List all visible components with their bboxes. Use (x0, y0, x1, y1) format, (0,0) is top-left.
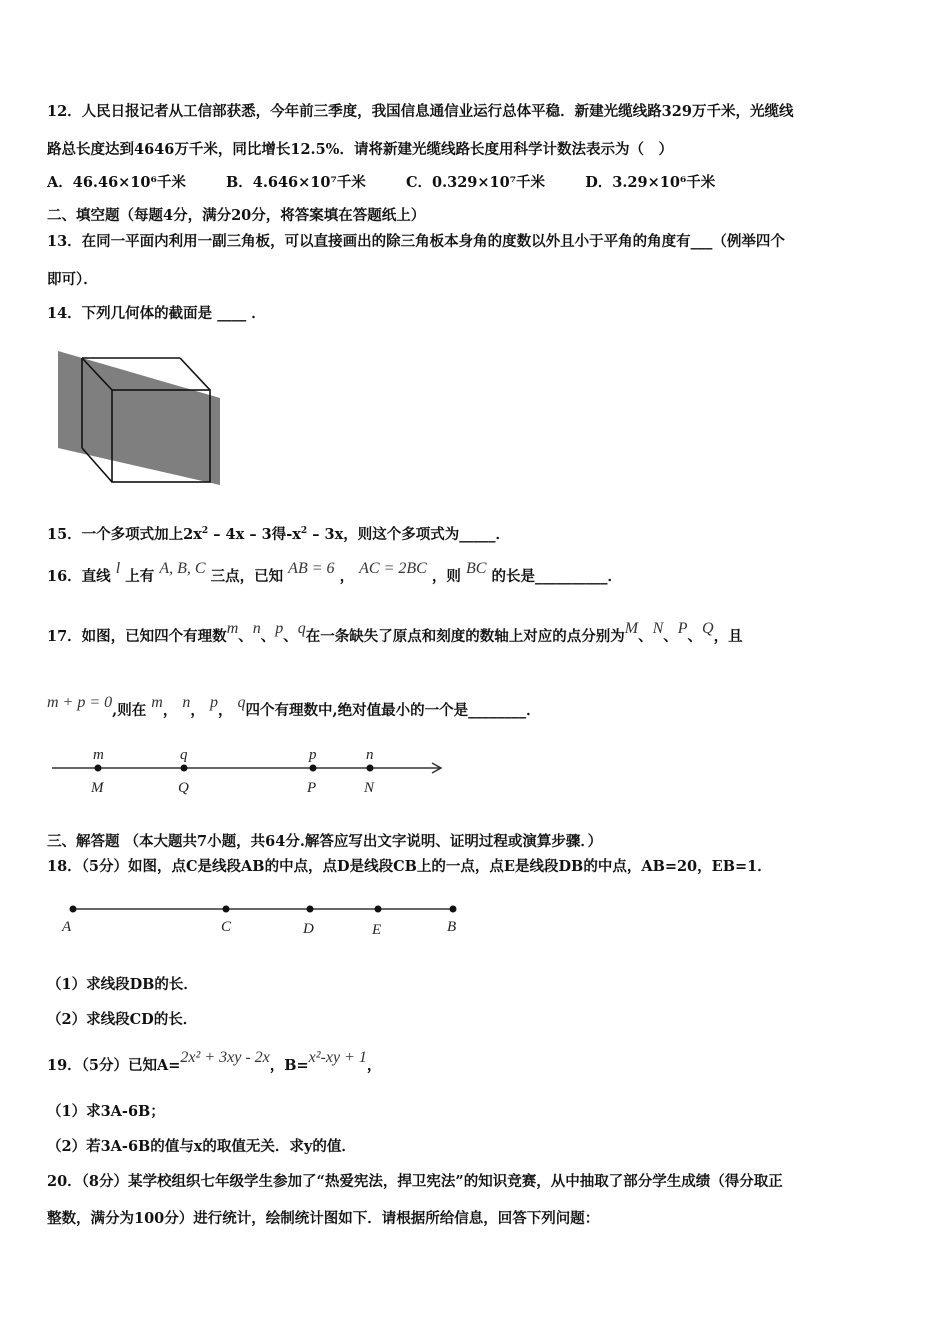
q19-stem: 19．（5分）已知A=2x² + 3xy - 2x，B=x²-xy + 1， (47, 1049, 382, 1074)
q12-line2: 路总长度达到4646万千米，同比增长12.5%．请将新建光缆线路长度用科学计数法表示为（ ） (47, 141, 673, 158)
q14-text: 14．下列几何体的截面是 ____ ． (47, 305, 266, 322)
q13-line1: 13．在同一平面内利用一副三角板，可以直接画出的除三角板本身角的度数以外且小于平角的角度有___（例举四个 (47, 233, 785, 250)
point-c (223, 906, 230, 913)
bc-symbol: BC (465, 560, 487, 577)
q20-line1: 20．（8分）某学校组织七年级学生参加了“热爱宪法，捍卫宪法”的知识竞赛，从中抽取了部分学生成绩（得分取正 (47, 1173, 783, 1190)
point-a (70, 906, 77, 913)
q18-sub1: （1）求线段DB的长． (47, 976, 198, 993)
point-d (307, 906, 314, 913)
q17-line2: m + p = 0,则在 m， n， p， q四个有理数中,绝对值最小的一个是________． (47, 694, 541, 719)
line-l-symbol: l (115, 560, 121, 577)
section2-heading: 二、填空题（每题4分，满分20分，将答案填在答题纸上） (47, 207, 426, 224)
eq-ab: AB = 6 (288, 560, 335, 577)
q18-stem: 18．（5分）如图，点C是线段AB的中点，点D是线段CB上的一点，点E是线段DB的中点，AB=20，EB=1． (47, 858, 772, 875)
label-Q: Q (178, 780, 189, 796)
points-abc: A, B, C (159, 560, 206, 577)
label-M: M (91, 780, 104, 796)
section3-heading: 三、解答题 （本大题共7小题，共64分.解答应写出文字说明、证明过程或演算步骤．） (47, 833, 603, 850)
point-q (181, 765, 188, 772)
label-N: N (364, 780, 375, 796)
label-d: D (303, 921, 314, 937)
point-m (95, 765, 102, 772)
q12-option-d: D．3.29×10⁶千米 (585, 174, 716, 191)
point-e (375, 906, 382, 913)
q18-sub2: （2）求线段CD的长． (47, 1011, 198, 1028)
label-b: B (447, 919, 457, 935)
label-n: n (366, 747, 374, 763)
expr-b: x²-xy + 1 (308, 1049, 367, 1066)
q17-line1: 17．如图，已知四个有理数m、n、p、q在一条缺失了原点和刻度的数轴上对应的点分别为M、N、P、Q，且 (47, 620, 743, 645)
q15-text: 15．一个多项式加上$2x^2 - 4x - 3$得$-x^2 - 3x$，则这个多项式为_____． (47, 525, 510, 543)
point-n (367, 765, 374, 772)
label-p: p (309, 747, 317, 763)
point-p (310, 765, 317, 772)
q12-option-a: A．46.46×10⁶千米 (47, 174, 186, 191)
label-e: E (372, 922, 382, 938)
label-c: C (221, 919, 232, 935)
q16-text: 16．直线 l 上有 A, B, C 三点，已知 AB = 6 ， AC = 2BC ，则 BC 的长是__________． (47, 560, 622, 585)
segment-ab-figure (58, 900, 468, 940)
cube-section-figure (55, 348, 225, 488)
expr-a: 2x² + 3xy - 2x (180, 1049, 270, 1066)
q12-options (47, 173, 715, 193)
eq-m-plus-p: m + p = 0 (47, 694, 113, 711)
q12-option-b: B．4.646×10⁷千米 (225, 174, 366, 191)
q12-line1: 12．人民日报记者从工信部获悉，今年前三季度，我国信息通信业运行总体平稳．新建光缆线路329万千米，光缆线 (47, 103, 794, 120)
q19-sub1: （1）求3A-6B； (47, 1103, 165, 1120)
point-b (450, 906, 457, 913)
label-a: A (62, 919, 72, 935)
q13-line2: 即可）． (47, 271, 98, 288)
label-q: q (180, 747, 188, 763)
q20-line2: 整数，满分为100分）进行统计，绘制统计图如下．请根据所给信息，回答下列问题： (47, 1210, 600, 1227)
label-P: P (307, 780, 317, 796)
eq-ac: AC = 2BC (359, 560, 427, 577)
label-m: m (93, 747, 104, 763)
q19-sub2: （2）若3A-6B的值与x的取值无关．求y的值． (47, 1138, 356, 1155)
q12-option-c: C．0.329×10⁷千米 (405, 174, 546, 191)
number-line-figure (48, 742, 448, 798)
